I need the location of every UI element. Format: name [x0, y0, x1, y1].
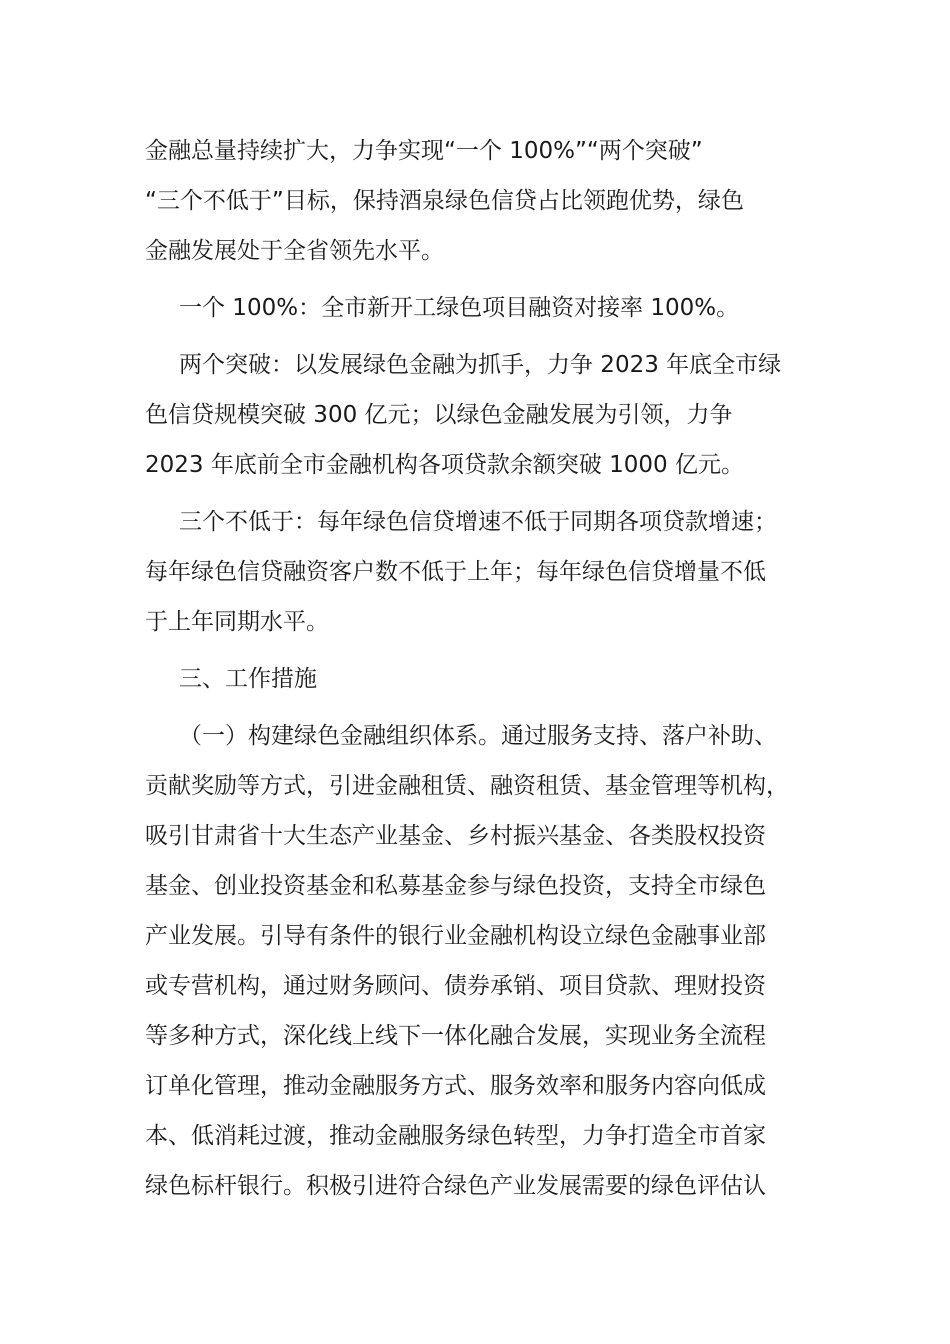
section-heading: 三、工作措施 [179, 666, 317, 692]
paragraph-line: （一）构建绿色金融组织体系。通过服务支持、落户补助、 [179, 723, 777, 749]
paragraph-line: 等多种方式，深化线上线下一体化融合发展，实现业务全流程 [145, 1023, 766, 1049]
paragraph-line: 每年绿色信贷融资客户数不低于上年；每年绿色信贷增量不低 [145, 559, 766, 585]
paragraph-line: 绿色标杆银行。积极引进符合绿色产业发展需要的绿色评估认 [145, 1173, 766, 1199]
paragraph-line: 金融发展处于全省领先水平。 [145, 238, 444, 264]
paragraph-line: 产业发展。引导有条件的银行业金融机构设立绿色金融事业部 [145, 923, 766, 949]
paragraph-line: 贡献奖励等方式，引进金融租赁、融资租赁、基金管理等机构， [145, 773, 789, 799]
paragraph-line: 2023 年底前全市金融机构各项贷款余额突破 1000 亿元。 [145, 452, 744, 478]
paragraph-line: 三个不低于：每年绿色信贷增速不低于同期各项贷款增速； [179, 509, 777, 535]
paragraph-line: 基金、创业投资基金和私募基金参与绿色投资，支持全市绿色 [145, 873, 766, 899]
paragraph-line: 一个 100%：全市新开工绿色项目融资对接率 100%。 [179, 295, 740, 321]
paragraph-line: 色信贷规模突破 300 亿元；以绿色金融发展为引领，力争 [145, 402, 733, 428]
paragraph-line: 吸引甘肃省十大生态产业基金、乡村振兴基金、各类股权投资 [145, 823, 766, 849]
document-body [145, 126, 835, 1211]
paragraph-line: “三个不低于”目标，保持酒泉绿色信贷占比领跑优势，绿色 [145, 188, 744, 214]
paragraph-line: 于上年同期水平。 [145, 609, 329, 635]
paragraph-line: 两个突破：以发展绿色金融为抓手，力争 2023 年底全市绿 [179, 352, 782, 378]
paragraph-line: 订单化管理，推动金融服务方式、服务效率和服务内容向低成 [145, 1073, 766, 1099]
paragraph-line: 金融总量持续扩大，力争实现“一个 100%”“两个突破” [145, 138, 703, 164]
paragraph-line: 或专营机构，通过财务顾问、债券承销、项目贷款、理财投资 [145, 973, 766, 999]
paragraph-line: 本、低消耗过渡，推动金融服务绿色转型，力争打造全市首家 [145, 1123, 766, 1149]
